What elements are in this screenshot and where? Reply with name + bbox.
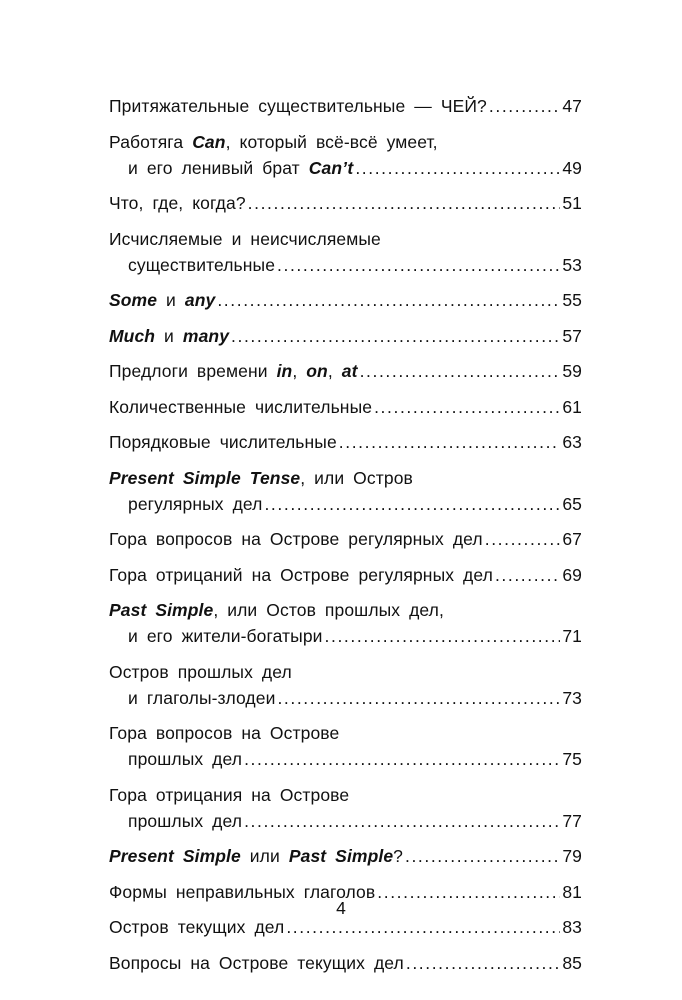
toc-entry-title xyxy=(109,562,493,588)
title-text: , который всё-всё умеет, xyxy=(225,131,438,152)
toc-page-number: 59 xyxy=(562,361,582,381)
title-emphasis: Present Simple xyxy=(109,846,241,866)
toc-entry xyxy=(109,323,582,349)
toc-entry-line xyxy=(109,562,582,588)
dot-leader xyxy=(264,491,560,517)
toc-entry-title xyxy=(109,465,413,491)
title-emphasis: at xyxy=(341,361,358,381)
title-text: , или Остров xyxy=(300,467,413,488)
dot-leader xyxy=(325,623,560,649)
toc-entry-title xyxy=(109,843,403,869)
title-emphasis: Much xyxy=(109,325,156,346)
title-text: ? xyxy=(393,846,403,866)
title-text: Гора отрицания на Острове xyxy=(109,784,350,805)
dot-leader xyxy=(406,950,560,976)
title-text: и его ленивый брат xyxy=(128,157,309,178)
toc-page-number: 75 xyxy=(562,749,582,769)
title-text: Порядковые числительные xyxy=(109,432,337,452)
toc-entry xyxy=(109,358,582,384)
toc-entry-title xyxy=(109,950,404,976)
toc-entry xyxy=(109,129,582,181)
title-text: , xyxy=(292,361,307,381)
toc-entry xyxy=(109,287,582,313)
toc-entry-line xyxy=(109,465,582,491)
title-text: прошлых дел xyxy=(128,810,243,831)
toc-entry-line xyxy=(109,597,582,623)
title-text: Остров текущих дел xyxy=(109,917,285,937)
toc-entry-line xyxy=(109,129,582,155)
title-text: и его жители-богатыри xyxy=(128,626,323,646)
title-emphasis: many xyxy=(182,325,230,346)
toc-entry-line xyxy=(109,287,582,313)
toc-entry-line xyxy=(109,782,582,808)
toc-entry-line xyxy=(109,323,582,349)
title-text: Работяга xyxy=(109,131,193,152)
toc-entry xyxy=(109,782,582,834)
title-emphasis: any xyxy=(184,290,216,310)
toc-entry-title xyxy=(128,746,242,772)
toc-entry-title xyxy=(109,323,229,349)
toc-entry xyxy=(109,394,582,420)
toc-page-number: 57 xyxy=(562,325,582,346)
toc-entry xyxy=(109,93,582,119)
toc-entry-title xyxy=(109,526,483,552)
dot-leader xyxy=(489,93,560,119)
toc-entry-title xyxy=(109,190,246,216)
title-emphasis: Some xyxy=(109,290,158,310)
toc-entry-title xyxy=(109,226,381,252)
title-text: и xyxy=(157,290,185,310)
dot-leader xyxy=(231,323,560,349)
toc-page-number: 51 xyxy=(562,193,582,213)
toc-entry-title xyxy=(128,155,353,181)
title-text: существительные xyxy=(128,254,276,275)
toc-entry xyxy=(109,226,582,278)
title-emphasis: in xyxy=(276,361,293,381)
toc-entry xyxy=(109,720,582,772)
title-text: Гора вопросов на Острове регулярных дел xyxy=(109,529,483,549)
toc-page-number: 73 xyxy=(562,687,582,708)
toc-entry-line xyxy=(109,950,582,976)
title-text: регулярных дел xyxy=(128,493,263,514)
toc-page-number: 79 xyxy=(562,846,582,866)
toc-entry-title xyxy=(109,93,487,119)
toc-page-number: 55 xyxy=(562,290,582,310)
toc-entry-title xyxy=(109,659,292,685)
toc-entry-title xyxy=(109,720,339,746)
title-text: Вопросы на Острове текущих дел xyxy=(109,952,404,973)
toc-entry xyxy=(109,562,582,588)
title-emphasis: Past Simple xyxy=(288,846,394,866)
toc-page-number: 61 xyxy=(562,396,582,417)
toc-entry-title xyxy=(109,597,444,623)
title-emphasis: Present Simple Tense xyxy=(109,467,301,488)
toc-page-number: 83 xyxy=(562,917,582,937)
title-text: , xyxy=(327,361,342,381)
title-text: Предлоги времени xyxy=(109,361,277,381)
toc-page-number: 53 xyxy=(562,254,582,275)
toc-page-number: 85 xyxy=(562,952,582,973)
title-text: Формы неправильных глаголов xyxy=(109,881,376,902)
title-emphasis: on xyxy=(306,361,328,381)
toc-page-number: 49 xyxy=(562,157,582,178)
toc-page-number: 67 xyxy=(562,529,582,549)
toc-entry-line xyxy=(109,155,582,181)
toc-entry-line xyxy=(109,252,582,278)
toc-page-number: 65 xyxy=(562,493,582,514)
toc-entry-title xyxy=(128,252,275,278)
toc-page-number: 81 xyxy=(562,881,582,902)
toc-entry-title xyxy=(128,623,323,649)
toc-entry-line xyxy=(109,808,582,834)
title-text: Остров прошлых дел xyxy=(109,661,292,682)
title-text: Что, где, когда? xyxy=(109,193,246,213)
title-emphasis: Can’t xyxy=(308,157,354,178)
toc-entry-title xyxy=(109,129,438,155)
toc-entry-line xyxy=(109,190,582,216)
toc-entry-line xyxy=(109,685,582,711)
toc-entry-line xyxy=(109,491,582,517)
toc-entry-title xyxy=(109,287,215,313)
toc-page-number: 47 xyxy=(562,96,582,116)
dot-leader xyxy=(244,808,560,834)
page-number: 4 xyxy=(336,898,346,918)
title-text: Количественные числительные xyxy=(109,396,373,417)
toc-entry-title xyxy=(109,429,337,455)
title-text: Притяжательные существительные — ЧЕЙ? xyxy=(109,96,487,116)
dot-leader xyxy=(248,190,560,216)
toc-entry-title xyxy=(128,491,262,517)
toc-entry-line xyxy=(109,358,582,384)
toc-entry xyxy=(109,597,582,649)
toc-entry xyxy=(109,950,582,976)
toc-entry-line xyxy=(109,394,582,420)
dot-leader xyxy=(485,526,560,552)
toc-entry xyxy=(109,465,582,517)
title-emphasis: Can xyxy=(192,131,226,152)
title-text: , или Остов прошлых дел, xyxy=(213,600,444,620)
title-text: Гора отрицаний на Острове регулярных дел xyxy=(109,564,493,585)
toc-entry-line xyxy=(109,623,582,649)
toc-entry xyxy=(109,526,582,552)
dot-leader xyxy=(355,155,560,181)
toc-entry-title xyxy=(128,685,275,711)
title-text: и xyxy=(155,325,183,346)
toc-page-number: 77 xyxy=(562,810,582,831)
dot-leader xyxy=(405,843,560,869)
toc-entry-line xyxy=(109,226,582,252)
toc-entry-title xyxy=(109,782,349,808)
dot-leader xyxy=(217,287,560,313)
dot-leader xyxy=(495,562,560,588)
toc-entry-line xyxy=(109,720,582,746)
title-text: Гора вопросов на Острове xyxy=(109,723,340,743)
toc-entry xyxy=(109,190,582,216)
toc-page-number: 71 xyxy=(562,626,582,646)
toc-entry-line xyxy=(109,93,582,119)
title-text: Исчисляемые и неисчисляемые xyxy=(109,228,381,249)
dot-leader xyxy=(277,685,560,711)
toc-entry-line xyxy=(109,843,582,869)
dot-leader xyxy=(277,252,560,278)
toc-entry-line xyxy=(109,746,582,772)
toc-entry-line xyxy=(109,526,582,552)
toc-entry-line xyxy=(109,659,582,685)
dot-leader xyxy=(244,746,560,772)
dot-leader xyxy=(374,394,560,420)
title-text: и глаголы-злодеи xyxy=(128,687,276,708)
toc-entry-title xyxy=(128,808,242,834)
dot-leader xyxy=(339,429,560,455)
title-text: или xyxy=(240,846,289,866)
toc-page-number: 63 xyxy=(562,432,582,452)
table-of-contents xyxy=(109,93,582,985)
toc-entry-title xyxy=(109,358,358,384)
toc-entry-line xyxy=(109,429,582,455)
toc-entry xyxy=(109,659,582,711)
title-text: прошлых дел xyxy=(128,749,243,769)
toc-entry xyxy=(109,843,582,869)
toc-page-number: 69 xyxy=(562,564,582,585)
dot-leader xyxy=(360,358,560,384)
toc-entry-title xyxy=(109,394,372,420)
toc-entry xyxy=(109,429,582,455)
title-emphasis: Past Simple xyxy=(109,600,214,620)
